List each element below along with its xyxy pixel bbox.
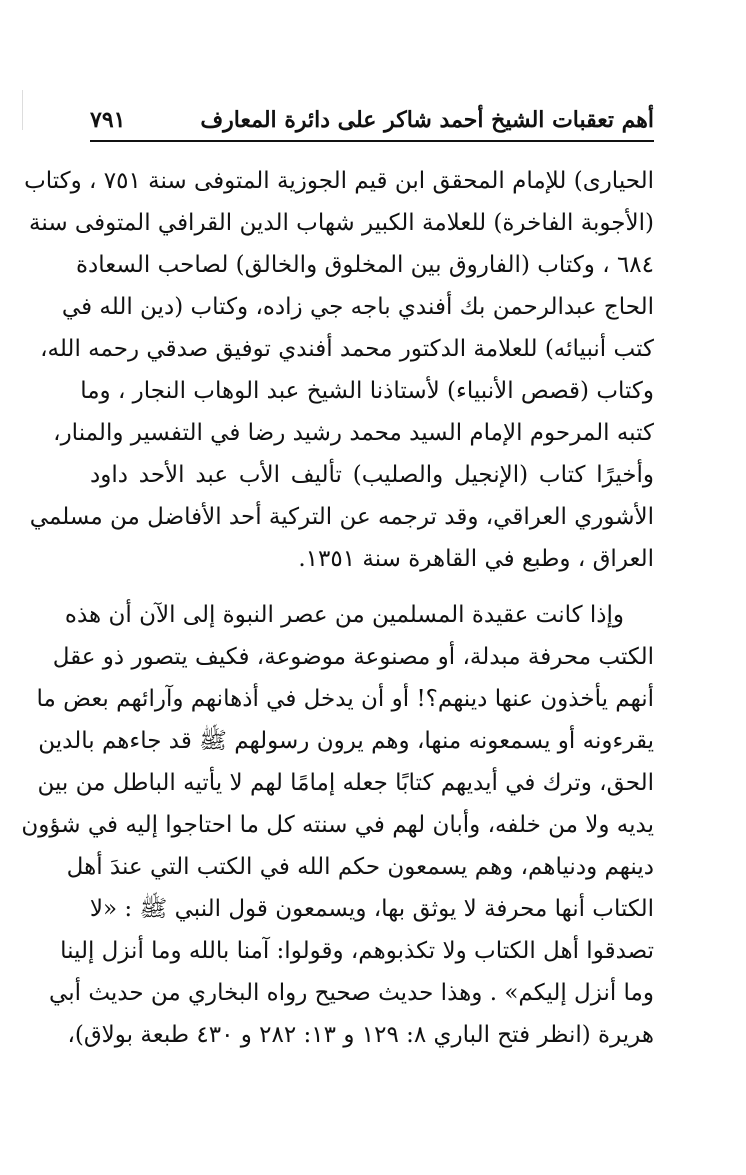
- paragraph-2: [21, 594, 654, 1056]
- text-line: وإذا كانت عقيدة المسلمين من عصر النبوة إلى الآن أن هذه: [64, 602, 624, 628]
- header-divider: [90, 140, 654, 142]
- text-line: كتب أنبيائه) للعلامة الدكتور محمد أفندي توفيق صدقي رحمه الله،: [40, 336, 654, 362]
- text-line: تصدقوا أهل الكتاب ولا تكذبوهم، وقولوا: آمنا بالله وما أنزل إلينا: [60, 938, 654, 964]
- text-line: (الأجوبة الفاخرة) للعلامة الكبير شهاب الدين القرافي المتوفى سنة: [29, 210, 654, 236]
- text-line: الحيارى) للإمام المحقق ابن قيم الجوزية المتوفى سنة ٧٥١ ، وكتاب: [24, 168, 654, 194]
- text-line: يديه ولا من خلفه، وأبان لهم في سنته كل ما احتاجوا إليه في شؤون: [21, 812, 654, 838]
- header-title: أهم تعقبات الشيخ أحمد شاكر على دائرة المعارف: [200, 107, 654, 133]
- text-line: العراق ، وطبع في القاهرة سنة ١٣٥١.: [298, 546, 654, 572]
- running-header: [90, 100, 654, 140]
- text-line: وكتاب (قصص الأنبياء) لأستاذنا الشيخ عبد الوهاب النجار ، وما: [80, 378, 654, 404]
- text-line: كتبه المرحوم الإمام السيد محمد رشيد رضا في التفسير والمنار،: [53, 420, 654, 446]
- text-line: الكتاب أنها محرفة لا يوثق بها، ويسمعون قول النبي ﷺ : «لا: [89, 896, 654, 922]
- text-line: الكتب محرفة مبدلة، أو مصنوعة موضوعة، فكيف يتصور ذو عقل: [52, 644, 654, 670]
- text-line: وما أنزل إليكم» . وهذا حديث صحيح رواه البخاري من حديث أبي: [49, 980, 654, 1006]
- text-line: أنهم يأخذون عنها دينهم؟! أو أن يدخل في أذهانهم وآرائهم بعض ما: [36, 686, 654, 712]
- paragraph-gap: [90, 580, 654, 594]
- text-line: الحق، وترك في أيديهم كتابًا جعله إمامًا لهم لا يأتيه الباطل من بين: [37, 770, 654, 796]
- text-line: ٦٨٤ ، وكتاب (الفاروق بين المخلوق والخالق) لصاحب السعادة: [75, 252, 654, 278]
- text-line: هريرة (انظر فتح الباري ٨: ١٢٩ و ١٣: ٢٨٢ و ٤٣٠ طبعة بولاق)،: [67, 1022, 654, 1048]
- text-line: يقرءونه أو يسمعونه منها، وهم يرون رسولهم ﷺ قد جاءهم بالدين: [38, 728, 654, 754]
- page-number: ٧٩١: [90, 107, 126, 133]
- body-text: [21, 160, 654, 1056]
- paragraph-1: [24, 160, 654, 580]
- text-line: دينهم ودنياهم، وهم يسمعون حكم الله في الكتب التي عندَ أهل: [66, 854, 654, 880]
- text-line: وأخيرًا كتاب (الإنجيل والصليب) تأليف الأب عبد الأحد داود: [90, 462, 654, 488]
- text-line: الحاج عبدالرحمن بك أفندي باجه جي زاده، وكتاب (دين الله في: [61, 294, 654, 320]
- text-line: الأشوري العراقي، وقد ترجمه عن التركية أحد الأفاضل من مسلمي: [29, 504, 654, 530]
- margin-mark: [22, 90, 23, 130]
